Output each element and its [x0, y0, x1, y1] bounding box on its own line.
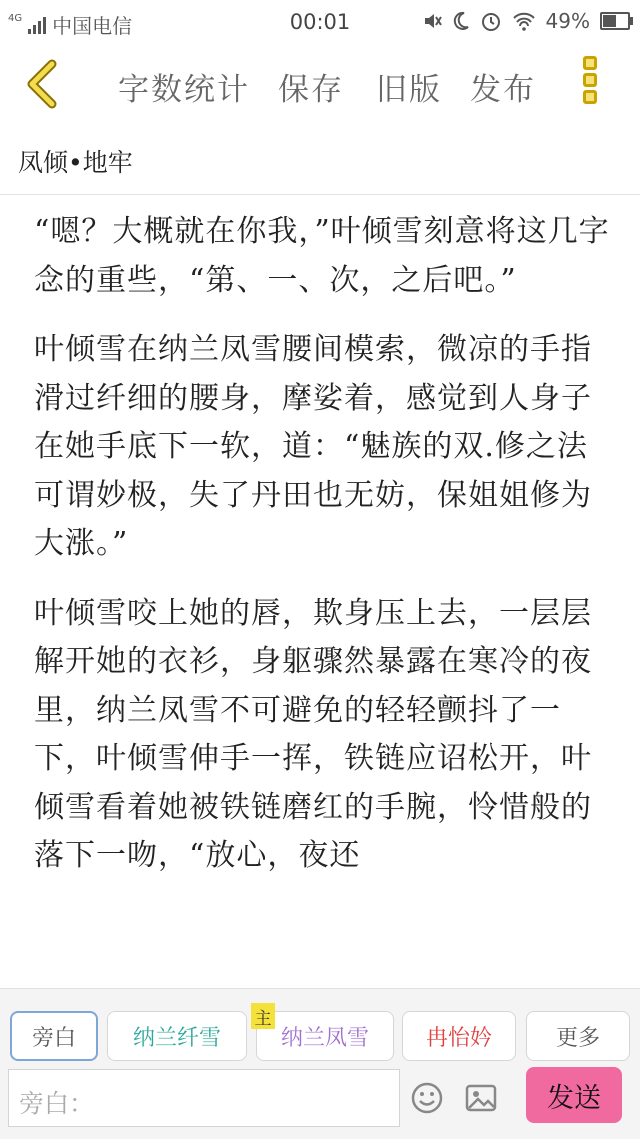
- more-menu-button[interactable]: [572, 56, 608, 114]
- role-button-narrator[interactable]: [10, 1011, 98, 1061]
- emoji-icon: [410, 1081, 444, 1115]
- save-button[interactable]: 保存: [278, 72, 344, 108]
- message-input[interactable]: [8, 1069, 400, 1127]
- battery-percent: 49%: [545, 9, 590, 33]
- chevron-left-icon: [18, 56, 68, 112]
- image-icon: [464, 1081, 498, 1115]
- role-label: 旁白: [31, 1025, 76, 1051]
- paragraph: “嗯？大概就在你我，”叶倾雪刻意将这几字念的重些，“第、一、次，之后吧。”: [34, 214, 610, 298]
- emoji-button[interactable]: [410, 1081, 444, 1115]
- word-count-button[interactable]: 字数统计: [118, 72, 250, 108]
- editor-toolbar: [0, 44, 640, 124]
- role-label: 冉怡妗: [425, 1025, 492, 1051]
- more-vertical-icon: [572, 56, 608, 104]
- role-label: 更多: [555, 1025, 600, 1051]
- main-role-badge: 主: [251, 1003, 275, 1029]
- image-button[interactable]: [464, 1081, 498, 1115]
- status-time: 00:01: [289, 10, 351, 34]
- moon-icon: [452, 11, 470, 31]
- wifi-icon: [512, 11, 536, 31]
- role-button-ran-yijin[interactable]: [402, 1011, 516, 1061]
- role-label: 纳兰纤雪: [132, 1025, 221, 1051]
- more-roles-button[interactable]: [526, 1011, 630, 1061]
- publish-button[interactable]: 发布: [470, 72, 536, 108]
- status-right: [422, 9, 630, 33]
- back-button[interactable]: [18, 56, 68, 112]
- battery-icon: [600, 12, 630, 30]
- send-button[interactable]: 发送: [526, 1067, 622, 1123]
- paragraph: 叶倾雪咬上她的唇，欺身压上去，一层层解开她的衣衫，身躯骤然暴露在寒冷的夜里，纳兰凤雪不可避免的轻轻颤抖了一下，叶倾雪伸手一挥，铁链应诏松开，叶倾雪看着她被铁链磨红的手腕，怜惜般的落下一吻，“放心，夜还: [34, 595, 592, 873]
- role-label: 纳兰凤雪: [280, 1025, 369, 1051]
- divider: [0, 194, 640, 195]
- role-button-nalan-fengxue[interactable]: [256, 1011, 394, 1061]
- input-placeholder: 旁白：: [19, 1089, 95, 1118]
- status-bar: [0, 0, 640, 44]
- carrier-name: 中国电信: [52, 14, 133, 38]
- story-content[interactable]: [34, 208, 614, 988]
- chapter-title: 凤倾•地牢: [18, 148, 133, 177]
- paragraph: 叶倾雪在纳兰凤雪腰间模索，微凉的手指滑过纤细的腰身，摩娑着，感觉到人身子在她手底下一软，道：“魅族的双.修之法可谓妙极，失了丹田也无妨，保姐姐修为大涨。”: [34, 332, 592, 561]
- role-input-panel: [0, 988, 640, 1139]
- network-type: 4G: [8, 13, 23, 24]
- old-version-button[interactable]: 旧版: [376, 72, 442, 108]
- role-button-nalan-xianxue[interactable]: [107, 1011, 247, 1061]
- mute-icon: [422, 11, 442, 31]
- alarm-icon: [480, 10, 502, 32]
